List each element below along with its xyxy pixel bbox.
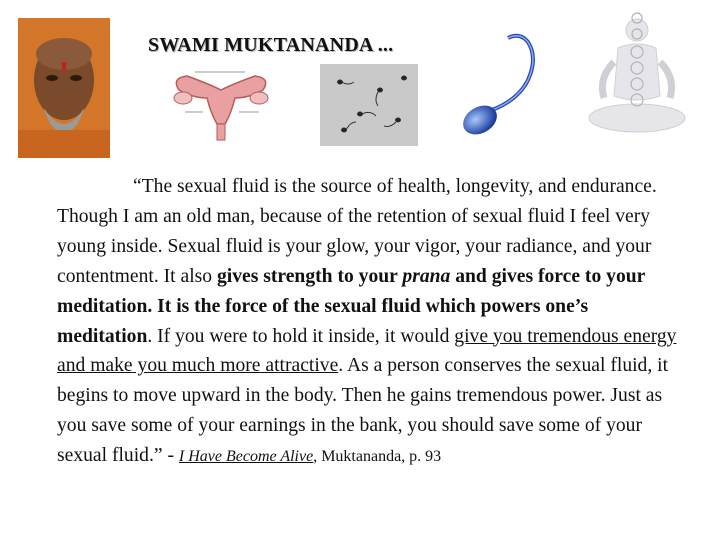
microscope-photo-image [320, 64, 418, 146]
uterus-diagram-image [165, 68, 277, 146]
quote-bold-italic: prana [402, 265, 451, 287]
quote-part-2: . If you were to hold it inside, it would [147, 325, 455, 347]
meditating-figure-image [578, 6, 696, 146]
portrait-image [18, 18, 110, 158]
citation: , Muktananda, p. 93 [313, 448, 442, 466]
quote-text [57, 172, 685, 472]
quote-part-1: “The sexual fluid is the source of health, longevity, and endurance. Though I am an old man, because of the retention of sexual fluid I feel very young inside. Sexual fluid is your glow, your vigor, your radiance, and your contentment. It also [57, 176, 657, 287]
sperm-illustration-image [458, 30, 566, 140]
book-title: I Have Become Alive [178, 448, 314, 466]
quote-underlined: give you tremendous energy and make you much more attractive [57, 325, 677, 377]
slide-title: SWAMI MUKTANANDA ... [148, 34, 394, 56]
quote-part-3: . As a person conserves the sexual fluid, it begins to move upward in the body. Then he gains tremendous power. Just as you save some of your earnings in the bank, you should save some of your sexual fluid.” - [57, 355, 669, 467]
quote-bold-1: gives strength to your [216, 265, 403, 287]
quote-bold-2: and gives force to your meditation. It is the force of the sexual fluid which powers one’s meditation [57, 265, 645, 347]
